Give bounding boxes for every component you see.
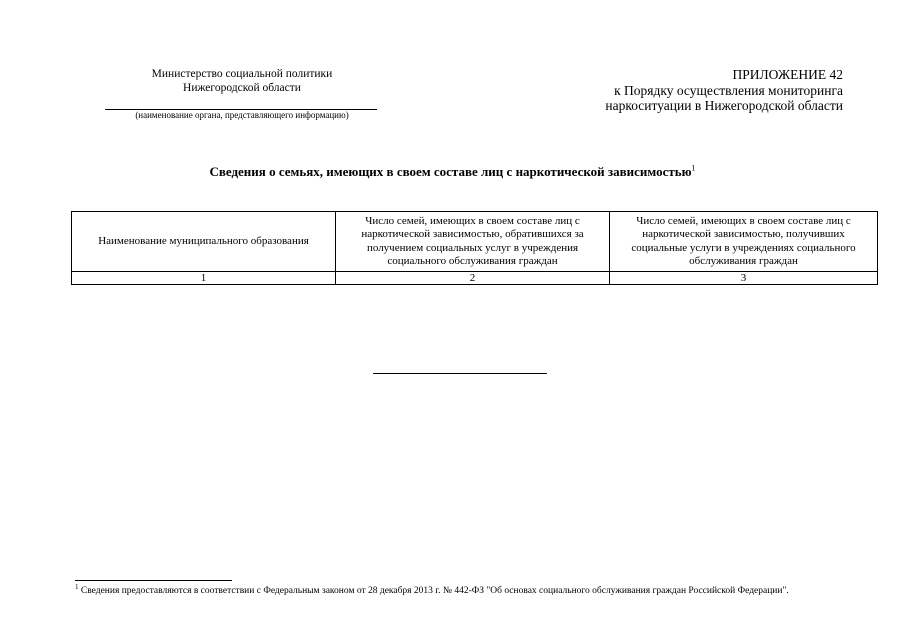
table-column-number-row xyxy=(72,272,878,285)
families-report-table xyxy=(71,211,878,285)
appendix-order-line-1: к Порядку осуществления мониторинга xyxy=(614,82,843,98)
column-header-families-applied: Число семей, имеющих в своем составе лиц с наркотической зависимостью, обратившихся за получением социальных услуг в учреждения социального обслуживания граждан xyxy=(336,212,610,272)
appendix-order-line-2: наркоситуации в Нижегородской области xyxy=(605,98,843,113)
column-number-3: 3 xyxy=(610,272,878,285)
footnote-separator xyxy=(75,580,232,581)
column-header-municipality: Наименование муниципального образования xyxy=(72,212,336,272)
end-of-table-divider xyxy=(373,373,547,374)
footnote-text: Сведения предоставляются в соответствии с Федеральным законом от 28 декабря 2013 г. № 442-ФЗ "Об основах социального обслуживания граждан Российской Федерации". xyxy=(78,586,789,596)
column-number-2: 2 xyxy=(336,272,610,285)
footnote-mark: 1 xyxy=(75,582,79,591)
appendix-reference xyxy=(513,67,843,114)
column-number-1: 1 xyxy=(72,272,336,285)
footnote xyxy=(75,582,855,597)
organization-name-line-2: Нижегородской области xyxy=(183,82,301,94)
table-header-row xyxy=(72,212,878,272)
organization-caption: (наименование органа, представляющего информацию) xyxy=(135,110,349,120)
document-title xyxy=(0,164,905,180)
title-footnote-mark: 1 xyxy=(691,163,696,173)
column-header-families-received: Число семей, имеющих в своем составе лиц с наркотической зависимостью, получивших социальные услуги в учреждениях социального обслуживания граждан xyxy=(610,212,878,272)
organization-name-line-1: Министерство социальной политики xyxy=(151,68,333,80)
reporting-organization xyxy=(103,67,381,95)
appendix-number: ПРИЛОЖЕНИЕ 42 xyxy=(732,67,843,82)
document-title-text: Сведения о семьях, имеющих в своем составе лиц с наркотической зависимостью xyxy=(209,164,692,179)
